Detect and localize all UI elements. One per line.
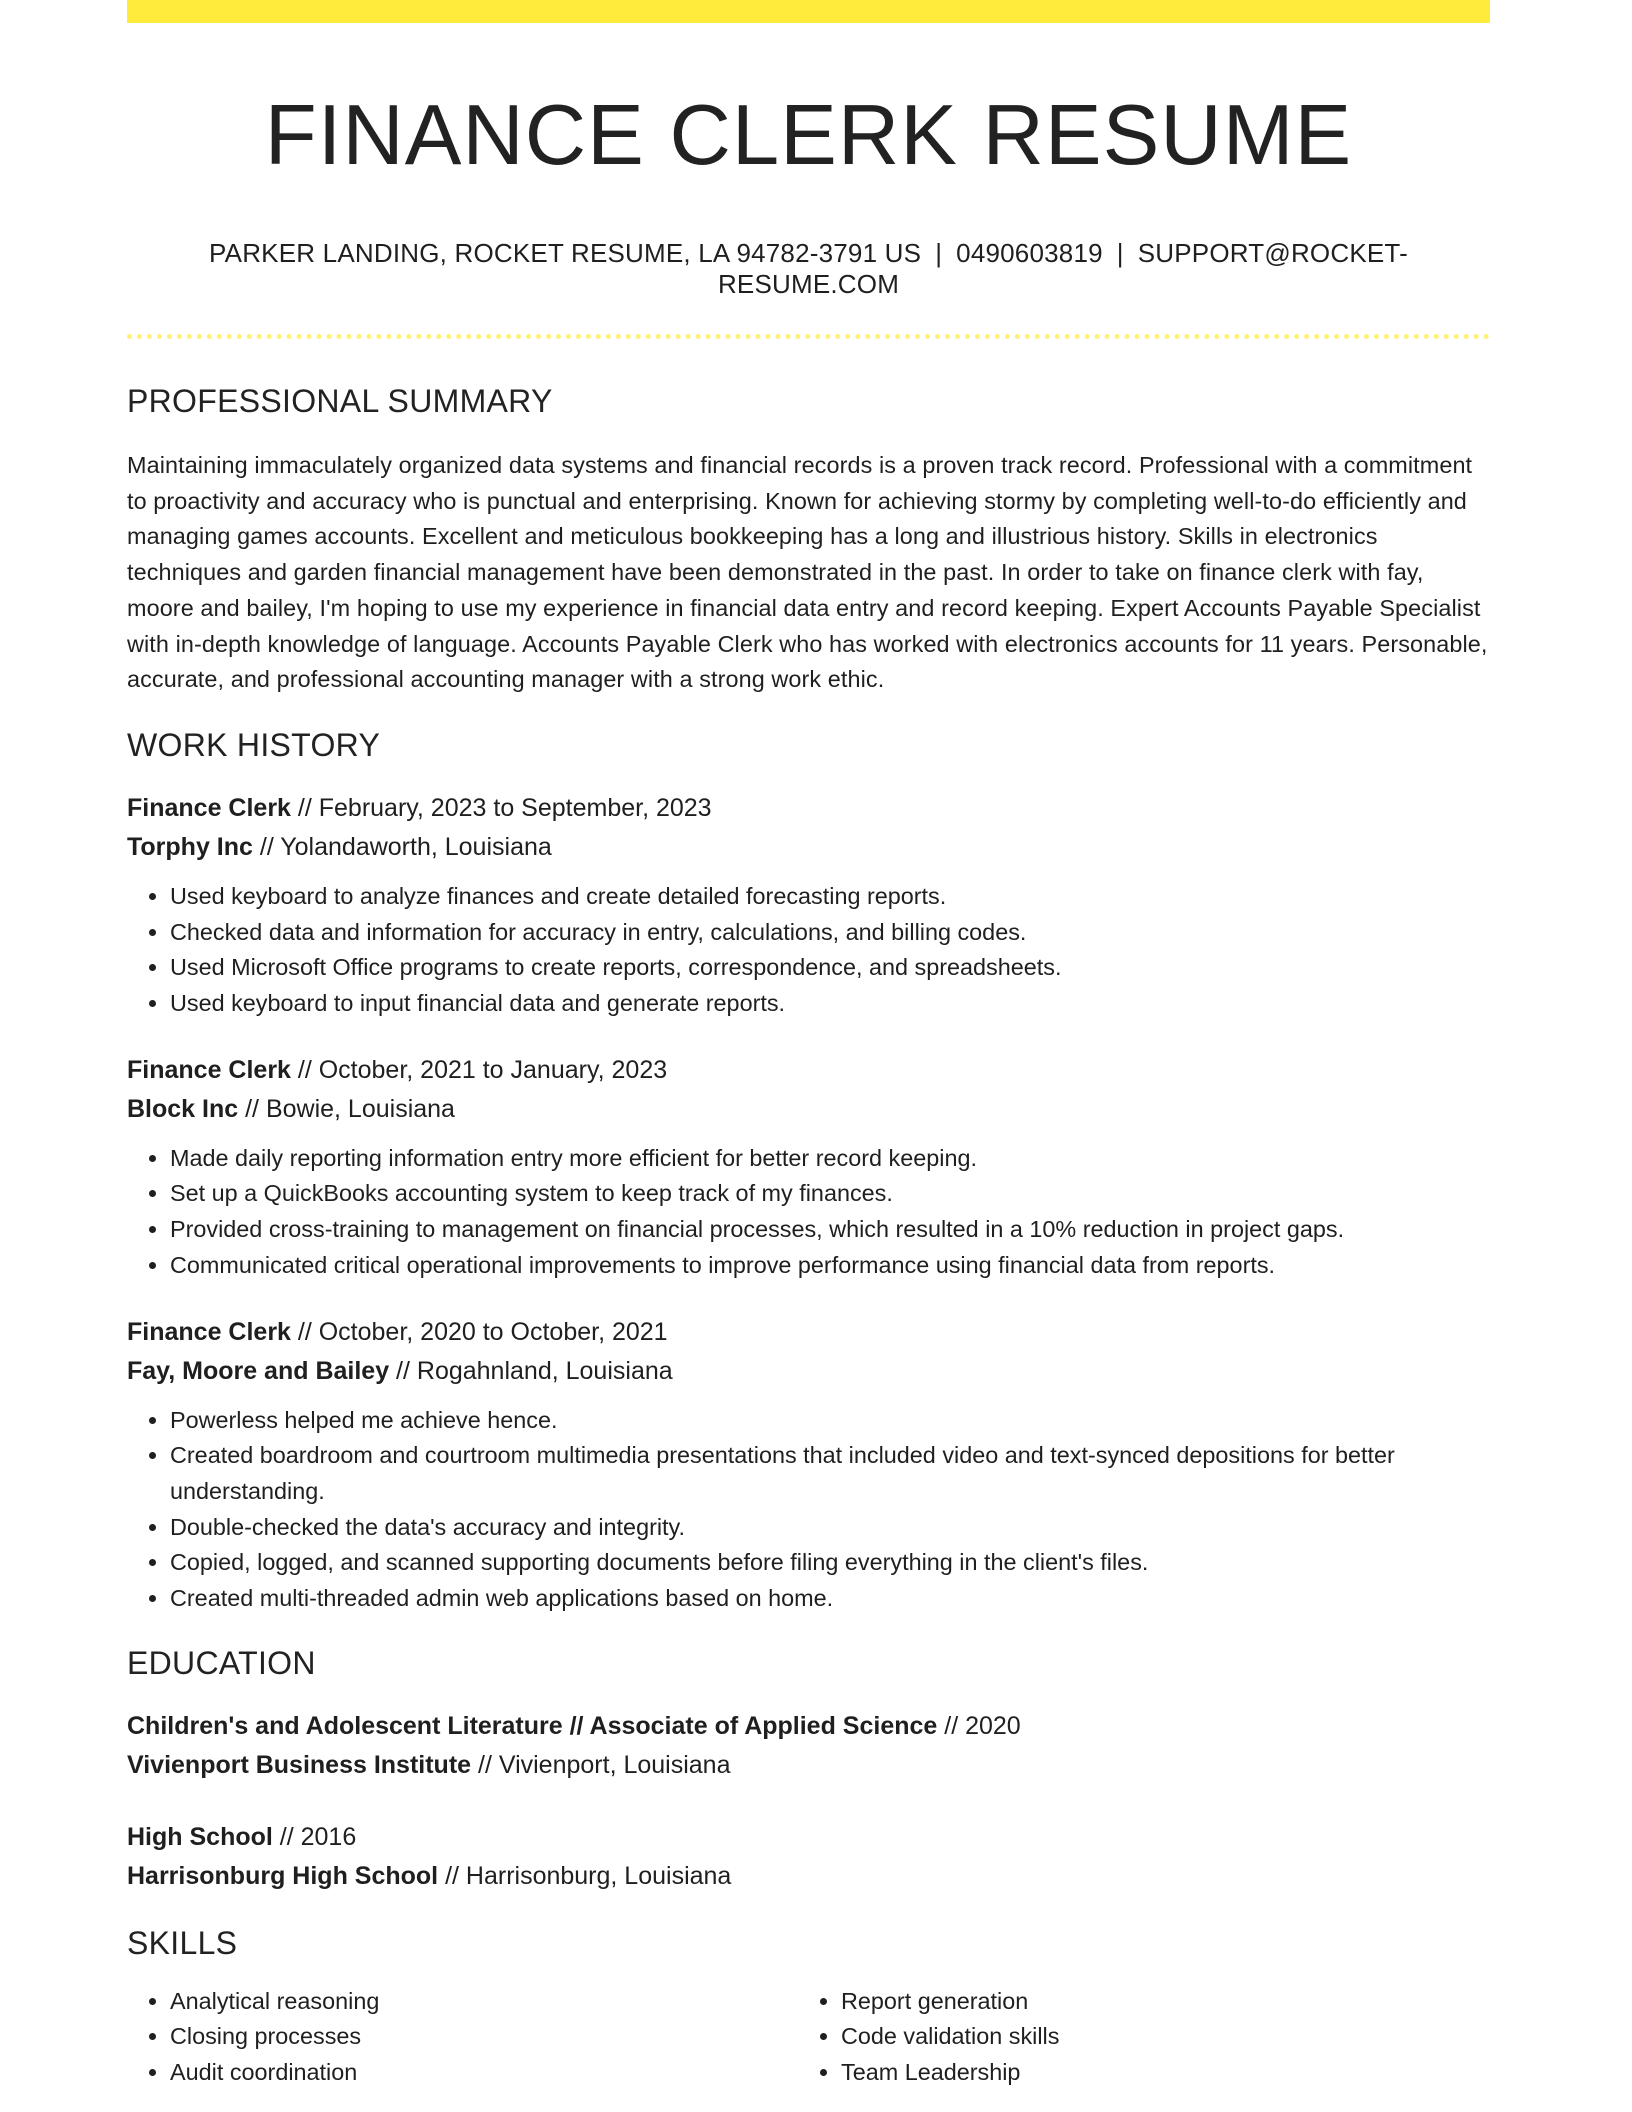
job-dates: // October, 2020 to October, 2021: [290, 1317, 668, 1346]
education-degree: High School: [127, 1822, 273, 1851]
education-location: // Harrisonburg, Louisiana: [438, 1861, 732, 1890]
education-heading: EDUCATION: [127, 1644, 316, 1681]
job-title: Finance Clerk: [127, 793, 291, 822]
list-item: • Checked data and information for accuracy in entry, calculations, and billing codes.: [170, 915, 1490, 951]
education-year: // 2020: [937, 1711, 1021, 1740]
list-item: • Provided cross-training to management on financial processes, which resulted in a 10% reduction in project gaps.: [170, 1212, 1490, 1248]
skills-list: [127, 1984, 1490, 2091]
job-company: Block Inc: [127, 1094, 239, 1123]
contact-address: PARKER LANDING, ROCKET RESUME, LA 94782-3791 US: [209, 238, 922, 268]
job-title-line: [127, 1313, 1490, 1352]
job-bullets: [127, 879, 1490, 1022]
dotted-divider: [127, 334, 1490, 339]
list-item: • Created boardroom and courtroom multimedia presentations that included video and text-synced depositions for better understanding.: [170, 1438, 1490, 1509]
job-company: Fay, Moore and Bailey: [127, 1356, 390, 1385]
job-entry: [127, 1313, 1490, 1617]
list-item: • Double-checked the data's accuracy and integrity.: [170, 1510, 1490, 1546]
job-title: Finance Clerk: [127, 1055, 291, 1084]
list-item: • Communicated critical operational improvements to improve performance using financial data from reports.: [170, 1248, 1490, 1284]
job-entry: [127, 789, 1490, 1022]
contact-email: SUPPORT@ROCKET-RESUME.COM: [717, 238, 1408, 299]
job-dates: // October, 2021 to January, 2023: [290, 1055, 668, 1084]
contact-phone: 0490603819: [956, 238, 1103, 268]
job-company-line: [127, 1352, 1490, 1391]
education-degree-line: [127, 1818, 1490, 1857]
skills-heading: SKILLS: [127, 1924, 238, 1961]
job-company: Torphy Inc: [127, 832, 253, 861]
summary-text: Maintaining immaculately organized data systems and financial records is a proven track record. Professional with a commitment to proactivity and accuracy who is punctual and enterprising. Known for achieving stormy by completing well-to-do efficiently and managing games accounts. Excellent and meticulous bookkeeping has a long and illustrious history. Skills in electronics techniques and garden financial management have been demonstrated in the past. In order to take on finance clerk with fay, moore and bailey, I'm hoping to use my experience in financial data entry and record keeping. Expert Accounts Payable Specialist with in-depth knowledge of language. Accounts Payable Clerk who has worked with electronics accounts for 11 years. Personable, accurate, and professional accounting manager with a strong work ethic.: [127, 452, 1488, 693]
top-accent-bar: [127, 0, 1490, 23]
work-history-heading: WORK HISTORY: [127, 726, 381, 763]
list-item: • Set up a QuickBooks accounting system to keep track of my finances.: [170, 1176, 1490, 1212]
education-school-line: [127, 1746, 1490, 1785]
education-location: // Vivienport, Louisiana: [471, 1750, 731, 1779]
job-company-line: [127, 1090, 1490, 1129]
job-bullets: [127, 1141, 1490, 1284]
list-item: • Team Leadership: [841, 2055, 1469, 2091]
job-title: Finance Clerk: [127, 1317, 291, 1346]
education-degree: Children's and Adolescent Literature // Associate of Applied Science: [127, 1711, 938, 1740]
list-item: • Code validation skills: [841, 2019, 1469, 2055]
list-item: • Used keyboard to input financial data and generate reports.: [170, 986, 1490, 1022]
education-school: Harrisonburg High School: [127, 1861, 439, 1890]
list-item: • Used Microsoft Office programs to create reports, correspondence, and spreadsheets.: [170, 950, 1490, 986]
education-school-line: [127, 1857, 1490, 1896]
job-location: // Rogahnland, Louisiana: [389, 1356, 673, 1385]
list-item: • Used keyboard to analyze finances and create detailed forecasting reports.: [170, 879, 1490, 915]
list-item: • Copied, logged, and scanned supporting documents before filing everything in the client's files.: [170, 1545, 1490, 1581]
skills-column-left: [127, 1984, 798, 2091]
job-location: // Bowie, Louisiana: [238, 1094, 455, 1123]
resume-page: [127, 0, 1490, 2091]
list-item: • Made daily reporting information entry more efficient for better record keeping.: [170, 1141, 1490, 1177]
list-item: • Audit coordination: [170, 2055, 798, 2091]
education-year: // 2016: [272, 1822, 357, 1851]
job-location: // Yolandaworth, Louisiana: [252, 832, 552, 861]
contact-separator: |: [1116, 238, 1124, 268]
job-bullets: [127, 1403, 1490, 1617]
list-item: • Closing processes: [170, 2019, 798, 2055]
skills-column-right: [798, 1984, 1469, 2091]
list-item: • Report generation: [841, 1984, 1469, 2020]
job-entry: [127, 1051, 1490, 1284]
education-entry: [127, 1707, 1490, 1785]
education-entry: [127, 1818, 1490, 1896]
education-school: Vivienport Business Institute: [127, 1750, 472, 1779]
education-degree-line: [127, 1707, 1490, 1746]
contact-line: [127, 238, 1490, 300]
list-item: • Analytical reasoning: [170, 1984, 798, 2020]
list-item: • Powerless helped me achieve hence.: [170, 1403, 1490, 1439]
job-title-line: [127, 789, 1490, 828]
list-item: • Created multi-threaded admin web applications based on home.: [170, 1581, 1490, 1617]
page-title: FINANCE CLERK RESUME: [264, 88, 1353, 183]
contact-separator: |: [935, 238, 943, 268]
job-company-line: [127, 828, 1490, 867]
job-dates: // February, 2023 to September, 2023: [290, 793, 712, 822]
job-title-line: [127, 1051, 1490, 1090]
summary-heading: PROFESSIONAL SUMMARY: [127, 383, 553, 419]
